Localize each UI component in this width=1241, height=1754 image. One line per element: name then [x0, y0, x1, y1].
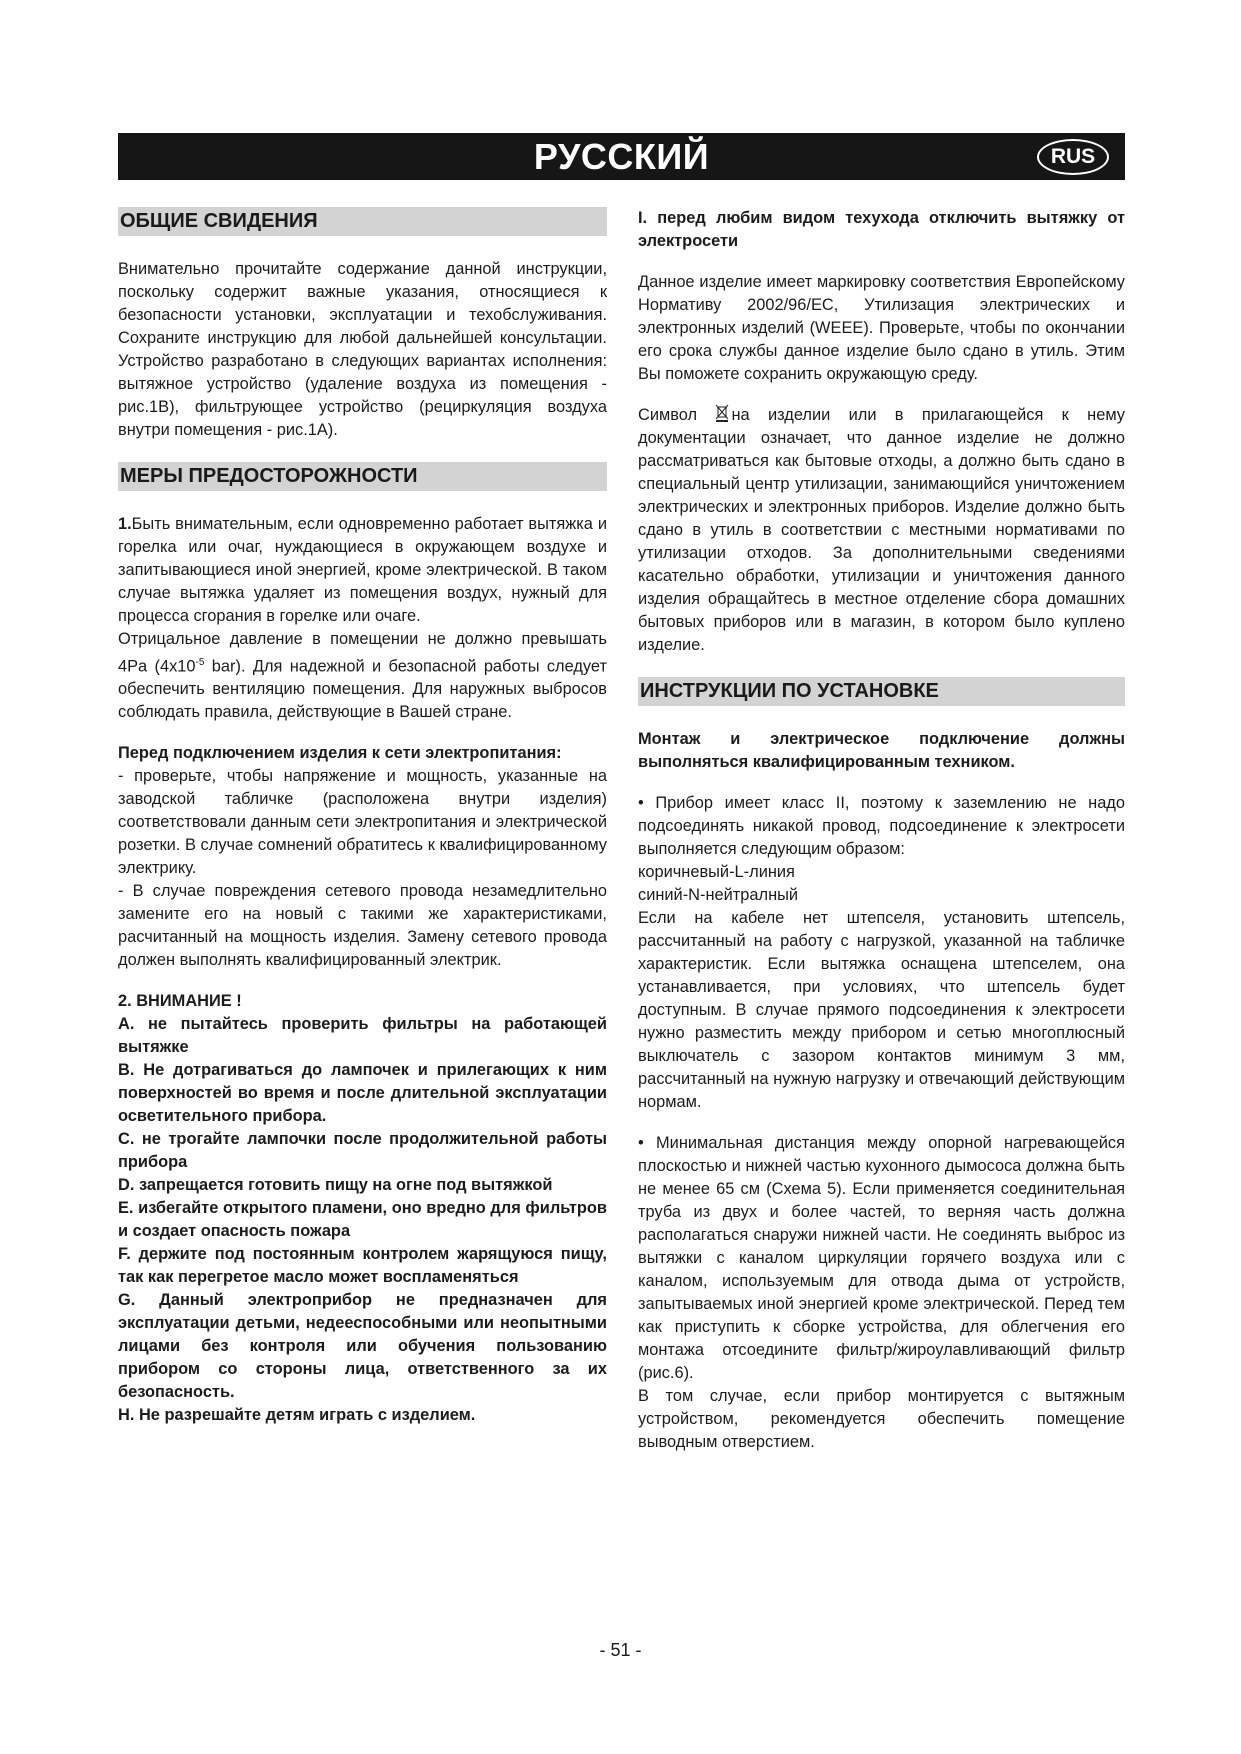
pressure-text-part1: Отрицальное давление в помещении не должно превышать 4Pa (4x10 [118, 630, 607, 676]
brown-wire-text: коричневый-L-линия [638, 863, 795, 881]
precaution-1-number: 1. [118, 515, 132, 533]
weee-crossed-bin-icon [715, 404, 729, 422]
pressure-exponent: -5 [195, 657, 205, 668]
attention-item: A. не пытайтесь проверить фильтры на работающей вытяжке [118, 1015, 607, 1057]
before-connect-heading: Перед подключением изделия к сети электропитания: [118, 744, 562, 763]
general-info-text: Внимательно прочитайте содержание данной инструкции, поскольку содержит важные указания, относящиеся к безопасности установки, эксплуатации и техобслуживания. Сохраните инструкцию для любой дальнейшей консультации. Устройство разработано в следующих вариантах исполнения: вытяжное устройство (удаление воздуха из помещения - рис.1В), фильтрующее устройство (рециркуляция воздуха внутри помещения - рис.1А). [118, 260, 607, 439]
plug-text: Если на кабеле нет штепселя, установить штепсель, рассчитанный на работу с нагрузкой, указанной на табличке характеристик. Если вытяжка оснащена штепселем, она устанавливается, при условиях, что штепсель будет доступным. В случае прямого подсоединения к электросети нужно разместить между прибором и сетью многоплюсный выключатель с зазором контактов минимум 3 мм, рассчитанный на нужную нагрузку и отвечающий действующим нормам. [638, 909, 1125, 1111]
attention-heading: 2. ВНИМАНИЕ ! [118, 992, 242, 1011]
attention-item: G. Данный электроприбор не предназначен для эксплуатации детьми, недееспособными или неопытными лицами без контроля или обучения пользованию прибором со стороны лица, ответственного за их безопасность. [118, 1291, 607, 1402]
attention-item: C. не трогайте лампочки после продолжительной работы прибора [118, 1130, 607, 1172]
precaution-1-text: Быть внимательным, если одновременно работает вытяжка и горелка или очаг, нуждающиеся в окружающем воздухе и запитывающиеся иной энергией, кроме электрической. В таком случае вытяжка удаляет из помещения воздух, нужный для процесса сгорания в горелке или очаге. [118, 515, 607, 625]
attention-item: E. избегайте открытого пламени, оно вредно для фильтров и создает опасность пожара [118, 1199, 607, 1241]
right-column [638, 205, 1125, 1454]
language-banner [118, 133, 1125, 180]
installation-qualified-note: Монтаж и электрическое подключение должны выполняться квалифицированным техником. [638, 730, 1125, 771]
distance-text: • Минимальная дистанция между опорной нагревающейся плоскостью и нижней частью кухонного дымососа должна быть не менее 65 см (Схема 5). Если применяется соединительная труба из двух и более частей, то верняя часть должна располагаться снаружи нижней части. Не соединять выброс из вытяжки с каналом циркуляции горячего воздуха или с каналом, используемым для отвода дыма от устройств, запытываемых иной энергией кроме электрической. Перед тем как приступить к сборке устройства, для облегчения его монтажа отсоедините фильтр/жироулавливающий фильтр (рис.6). [638, 1134, 1125, 1382]
exhaust-text: В том случае, если прибор монтируется с вытяжным устройством, рекомендуется обеспечить помещение выводным отверстием. [638, 1387, 1125, 1451]
language-title: РУССКИЙ [533, 136, 710, 177]
page-number: - 51 - [599, 1640, 642, 1660]
class-ii-text: • Прибор имеет класс II, поэтому к заземлению не надо подсоединять никакой провод, подсоединение к электросети выполняется следующим образом: [638, 794, 1125, 858]
attention-item: H. Не разрешайте детям играть с изделием. [118, 1406, 476, 1425]
installation-heading: ИНСТРУКЦИИ ПО УСТАНОВКЕ [638, 677, 1125, 706]
pressure-text [118, 628, 607, 724]
precautions-heading: МЕРЫ ПРЕДОСТОРОЖНОСТИ [118, 462, 607, 491]
attention-item: B. Не дотрагиваться до лампочек и прилегающих к ним поверхностей во время и после длительной эксплуатации осветительного прибора. [118, 1061, 607, 1126]
weee-symbol-text [638, 404, 1125, 657]
symbol-description: на изделии или в прилагающейся к нему документации означает, что данное изделие не должно рассматриваться как бытовые отходы, а должно быть сдано в специальный центр утилизации, занимающийся уничтожением электрических и электронных приборов. Изделие должно быть сдано в утиль в соответствии с местными нормативами по утилизации отходов. За дополнительными сведениями касательно обработки, утилизации и уничтожения данного изделия обращайтесь в местное отделение сбора домашних бытовых приборов или в магазин, в котором было куплено изделие. [638, 406, 1125, 654]
pressure-text-part2: bar). Для надежной и безопасной работы следует обеспечить вентиляцию помещения. Для наружных выбросов соблюдать правила, действующие в Вашей стране. [118, 657, 607, 722]
weee-marking-text: Данное изделие имеет маркировку соответствия Европейскому Нормативу 2002/96/ЕС, Утилизация электрических и электронных изделий (WEEE). Проверьте, чтобы по окончании его срока службы данное изделие было сдано в утиль. Этим Вы поможете сохранить окружающую среду. [638, 273, 1125, 383]
power-cord-text: - В случае повреждения сетевого провода незамедлительно замените его на новый с такими же характеристиками, расчитанный на мощность изделия. Замену сетевого провода должен выполнять квалифицированный электрик. [118, 882, 607, 970]
attention-item: D. запрещается готовить пищу на огне под вытяжкой [118, 1176, 553, 1195]
maintenance-warning: I. перед любим видом техухода отключить вытяжку от электросети [638, 209, 1125, 250]
symbol-word: Символ [638, 406, 698, 424]
blue-wire-text: синий-N-нейтралный [638, 886, 799, 904]
attention-item: F. держите под постоянным контролем жарящуюся пищу, так как перегретое масло может воспламеняться [118, 1245, 607, 1287]
country-badge: RUS [1037, 139, 1109, 175]
precaution-1 [118, 513, 607, 628]
left-column [118, 205, 607, 1427]
general-info-heading: ОБЩИЕ СВИДЕНИЯ [118, 207, 607, 236]
check-voltage-text: - проверьте, чтобы напряжение и мощность, указанные на заводской табличке (расположена внутри изделия) соответствовали данным сети электропитания и электрической розетки. В случае сомнений обратитесь к квалифицированному электрику. [118, 767, 607, 878]
